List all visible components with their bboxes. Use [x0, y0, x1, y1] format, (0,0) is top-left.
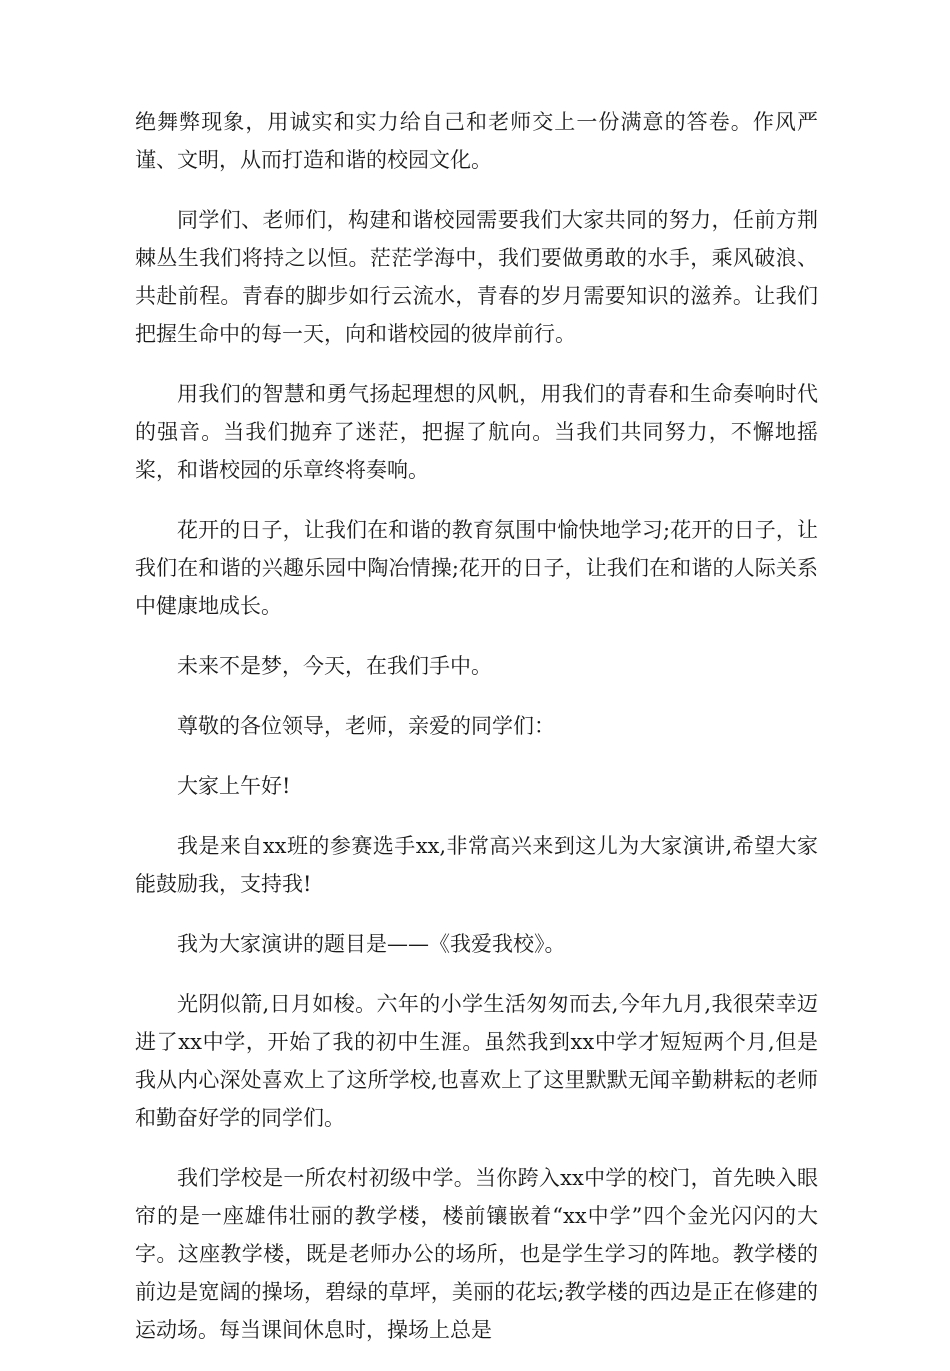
paragraph-5: 未来不是梦，今天，在我们手中。 — [177, 654, 492, 678]
greeting-paragraph: 尊敬的各位领导，老师，亲爱的同学们： — [177, 714, 555, 738]
introduction-paragraph: 我是来自xx班的参赛选手xx,非常高兴来到这儿为大家演讲,希望大家能鼓励我，支持我! — [135, 834, 818, 896]
paragraph-10: 光阴似箭,日月如梭。六年的小学生活匆匆而去,今年九月,我很荣幸迈进了xx中学，开始了我的初中生涯。虽然我到xx中学才短短两个月,但是我从内心深处喜欢上了这所学校,也喜欢上了这里默默无闻辛勤耕耘的老师和勤奋好学的同学们。 — [135, 992, 818, 1130]
speech-topic-paragraph: 我为大家演讲的题目是——《我爱我校》。 — [177, 932, 566, 956]
salutation-paragraph: 大家上午好! — [177, 774, 291, 798]
paragraph-4: 花开的日子，让我们在和谐的教育氛围中愉快地学习;花开的日子，让我们在和谐的兴趣乐园中陶冶情操;花开的日子，让我们在和谐的人际关系中健康地成长。 — [135, 518, 818, 618]
document-body — [135, 103, 818, 1371]
paragraph-1: 绝舞弊现象，用诚实和实力给自己和老师交上一份满意的答卷。作风严谨、文明，从而打造和谐的校园文化。 — [135, 110, 818, 172]
paragraph-3: 用我们的智慧和勇气扬起理想的风帆，用我们的青春和生命奏响时代的强音。当我们抛弃了迷茫，把握了航向。当我们共同努力，不懈地摇桨，和谐校园的乐章终将奏响。 — [135, 382, 818, 482]
paragraph-11: 我们学校是一所农村初级中学。当你跨入xx中学的校门，首先映入眼帘的是一座雄伟壮丽的教学楼，楼前镶嵌着“xx中学”四个金光闪闪的大字。这座教学楼，既是老师办公的场所，也是学生学习的阵地。教学楼的前边是宽阔的操场，碧绿的草坪，美丽的花坛;教学楼的西边是正在修建的运动场。每当课间休息时，操场上总是 — [135, 1166, 818, 1342]
paragraph-2: 同学们、老师们，构建和谐校园需要我们大家共同的努力，任前方荆棘丛生我们将持之以恒。茫茫学海中，我们要做勇敢的水手，乘风破浪、共赴前程。青春的脚步如行云流水，青春的岁月需要知识的滋养。让我们把握生命中的每一天，向和谐校园的彼岸前行。 — [135, 208, 818, 346]
